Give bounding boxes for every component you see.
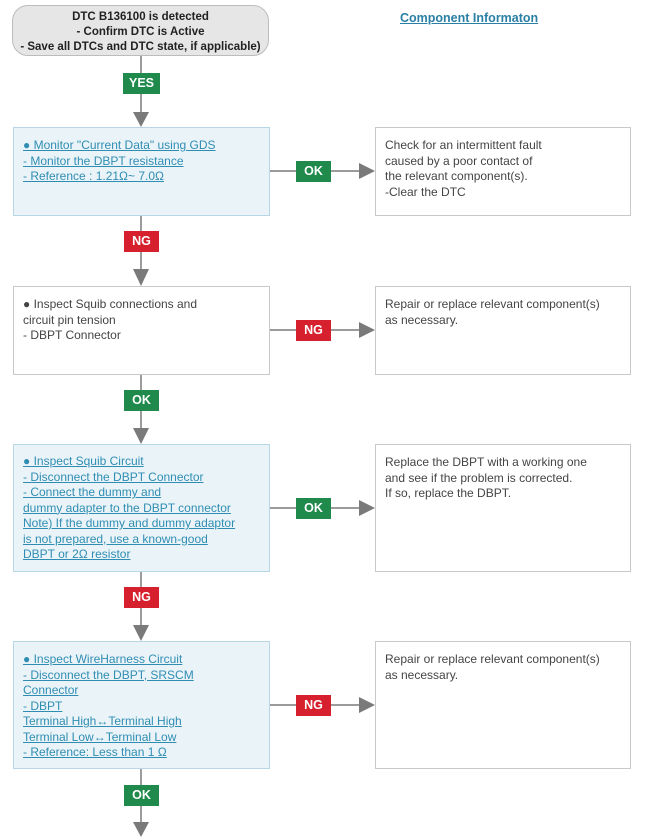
step-4-line[interactable]: Connector [23,683,79,697]
step-4-line[interactable]: - DBPT [23,698,63,713]
step-4-result-box [375,641,631,769]
step-3-box[interactable] [13,444,270,572]
ok-badge: OK [124,785,159,806]
step-1-line[interactable]: - Reference : 1.21Ω~ 7.0Ω [23,169,165,183]
result-line: -Clear the DTC [385,184,466,199]
step-3-line[interactable]: - Connect the dummy and [23,485,162,499]
ng-badge: NG [124,587,159,608]
step-3-line[interactable]: ● Inspect Squib Circuit [23,454,144,468]
step-3-line[interactable]: - Disconnect the DBPT Connector [23,469,204,484]
ng-badge: NG [124,231,159,252]
result-line: Repair or replace relevant component(s) [385,297,600,311]
arrowhead-right [359,697,375,713]
arrowhead-right [359,163,375,179]
step-1-box[interactable] [13,127,270,216]
ng-badge: NG [296,695,331,716]
ok-badge: OK [296,161,331,182]
step-4-line[interactable]: - Disconnect the DBPT, SRSCM [23,667,194,682]
start-terminal [12,5,269,56]
result-line: Replace the DBPT with a working one [385,455,587,469]
step-4-line[interactable]: Terminal Low↔Terminal Low [23,729,177,744]
step-3-line[interactable]: is not prepared, use a known-good [23,531,208,546]
result-line: as necessary. [385,667,459,682]
result-line: the relevant component(s). [385,169,528,183]
result-line: caused by a poor contact of [385,153,533,168]
result-line: If so, replace the DBPT. [385,486,512,500]
ok-badge: OK [296,498,331,519]
arrowhead-right [359,322,375,338]
arrowhead-down [133,625,149,641]
arrowhead-down [133,269,149,286]
result-line: Repair or replace relevant component(s) [385,652,600,666]
ok-badge: OK [124,390,159,411]
start-line: - Save all DTCs and DTC state, if applicable) [20,41,261,53]
step-3-line[interactable]: dummy adapter to the DBPT connector [23,500,231,515]
step-2-result-box [375,286,631,375]
step-2-box [13,286,270,375]
step-2-line: ● Inspect Squib connections and [23,297,198,311]
arrowhead-down [133,428,149,444]
step-1-line[interactable]: ● Monitor "Current Data" using GDS [23,138,216,152]
start-line: - Confirm DTC is Active [76,26,205,38]
yes-badge: YES [123,73,160,94]
component-information-link[interactable]: Component Informaton [400,11,539,25]
step-4-box[interactable] [13,641,270,769]
step-1-result-box [375,127,631,216]
step-3-result-box [375,444,631,572]
step-1-line[interactable]: - Monitor the DBPT resistance [23,153,184,168]
step-4-line[interactable]: ● Inspect WireHarness Circuit [23,652,183,666]
step-4-line[interactable]: - Reference: Less than 1 Ω [23,745,167,759]
result-line: Check for an intermittent fault [385,138,542,152]
result-line: and see if the problem is corrected. [385,470,573,485]
arrowhead-down [133,822,149,837]
step-3-line[interactable]: DBPT or 2Ω resistor [23,547,131,561]
step-4-line[interactable]: Terminal High↔Terminal High [23,714,182,728]
step-3-line[interactable]: Note) If the dummy and dummy adaptor [23,516,236,530]
result-line: as necessary. [385,312,459,327]
start-line: DTC B136100 is detected [72,11,209,23]
arrowhead-right [359,500,375,516]
arrowhead-down [133,112,149,127]
step-2-line: circuit pin tension [23,312,116,327]
step-2-line: - DBPT Connector [23,328,121,342]
ng-badge: NG [296,320,331,341]
